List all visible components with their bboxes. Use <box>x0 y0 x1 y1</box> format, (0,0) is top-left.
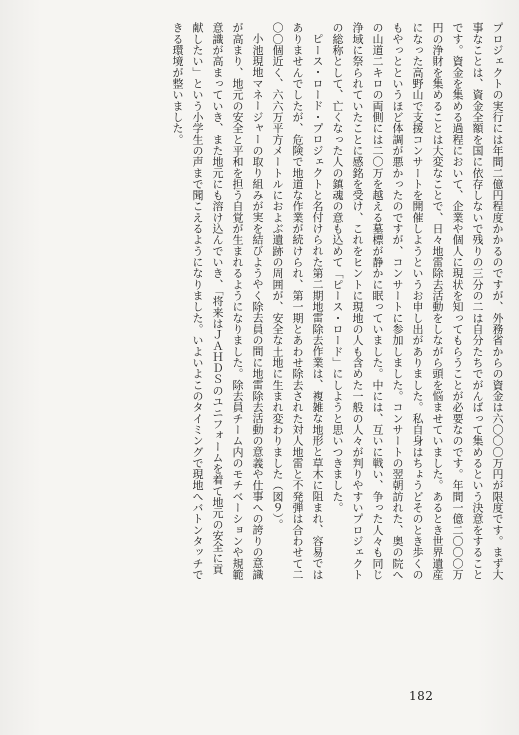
text-line-4: 円の浄財を集めることは大変なことで、日々地雷除去活動をしながら頭を悩ませていました。あるとき世界遺産 <box>431 22 444 580</box>
text-line-8: 浄域に祭られていたことに感銘を受け、これをヒントに現地の人も含めた一般の人々が判りやすいプロジェクト <box>351 22 364 580</box>
text-line-17: きる環境が整いました。 <box>171 22 184 145</box>
body-text <box>167 22 507 582</box>
text-line-12: 〇〇個近く、六六万平方メートルにおよぶ遺跡の周囲が、安全な土地に生まれ変わりました（図９）。 <box>271 22 284 530</box>
text-line-9: の総称として、亡くなった人の鎮魂の意も込めて「ピース・ロード」にしようと思いつきました。 <box>331 22 344 514</box>
text-line-7: の山道二キロの両側には二〇万を越える墓標が静かに眠っていました。中には、互いに戦い、争った人々も同じ <box>371 22 384 580</box>
text-line-6: もやっとというほど体調が悪かったのですが、コンサートに参加しました。コンサートの翌朝訪れた、奥の院へ <box>391 22 404 580</box>
text-line-16: 献したい」という小学生の声まで聞こえるようになりました。いよいよこのタイミングで現地へバトンタッチで <box>191 22 204 580</box>
text-line-11: ありませんでしたが、危険で地道な作業が続けられ、第一期とあわせ除去された対人地雷と不発弾は合わせて二 <box>291 22 304 580</box>
text-line-15: 意識が高まっていき、また地元にも溶け込んでいき、「将来はＪＡＨＤＳのユニフォームを着て地元の安全に貢 <box>211 22 224 575</box>
text-line-3: です。資金を集める過程において、企業や個人に現状を知ってもらうことが必要なのです。年間一億二〇〇〇万 <box>451 22 464 580</box>
text-line-10: ピース・ロード・プロジェクトと名付けられた第二期地雷除去作業は、複雑な地形と草木に阻まれ、容易では <box>311 33 324 580</box>
text-line-1: プロジェクトの実行には年間二億円程度かかるのですが、外務省からの資金は六〇〇〇万円が限度です。まず大 <box>491 22 504 580</box>
text-line-5: になった高野山で支援コンサートを開催しようというお申し出がありました。私自身はちょうどそのとき歩くの <box>411 22 424 580</box>
text-line-2: 事なことは、資金全額を国に依存しないで残りの三分の二は自分たちでがんばって集めるという決意をすること <box>471 22 484 580</box>
text-line-13: 小池現地マネージャーの取り組みが実を結びようやく除去員の間に地雷除去活動の意義や仕事への誇りの意識 <box>251 33 264 580</box>
page-number: 182 <box>409 689 434 703</box>
text-line-14: が高まり、地元の安全と平和を担う自覚が生まれるようになりました。除去員チーム内のモチベーションや規範 <box>231 22 244 580</box>
